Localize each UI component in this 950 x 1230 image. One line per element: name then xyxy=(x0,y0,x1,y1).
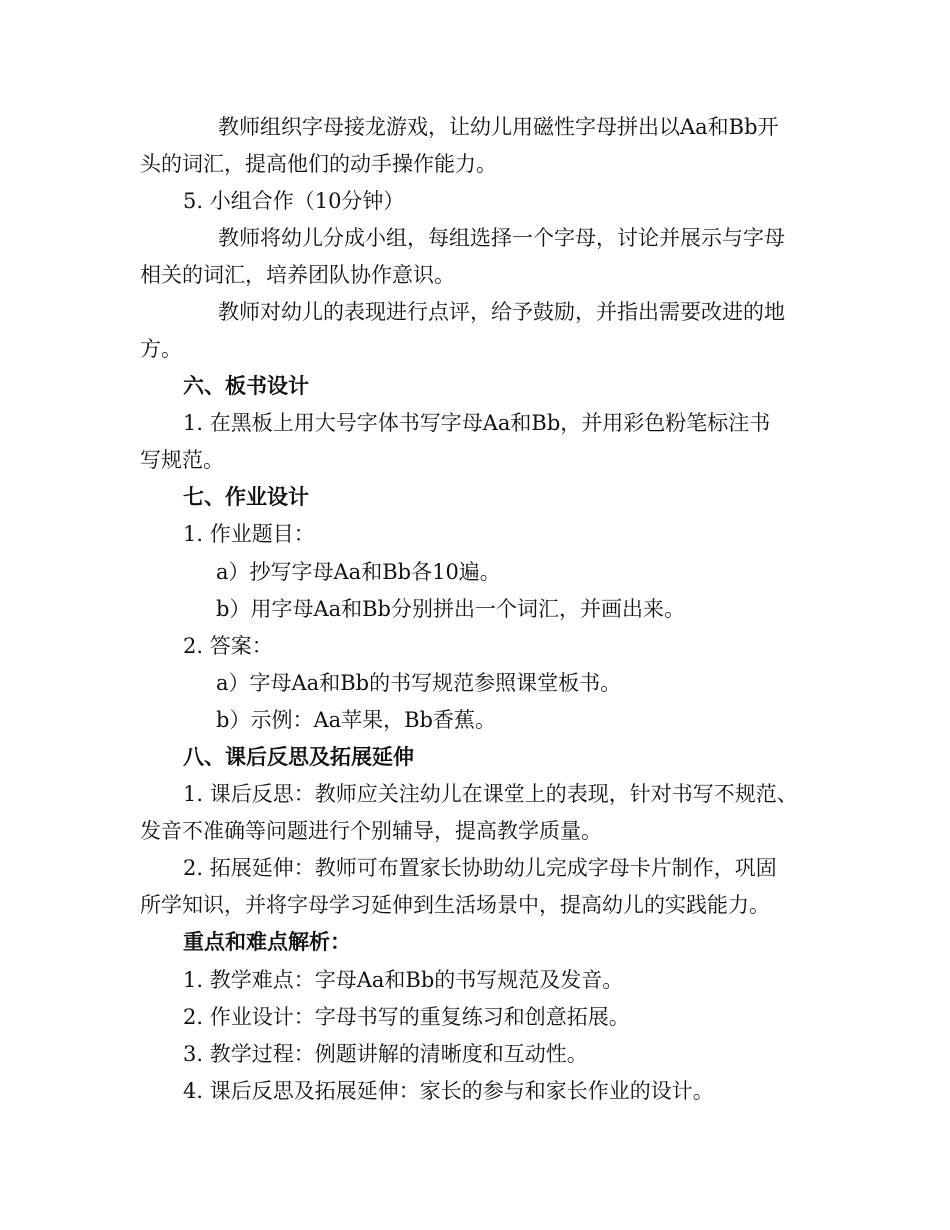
numbered-item: 5. 小组合作（10分钟） xyxy=(183,189,405,213)
numbered-item: 1. 作业题目： xyxy=(183,522,315,546)
numbered-item: 1. 教学难点：字母Aa和Bb的书写规范及发音。 xyxy=(183,968,624,992)
paragraph-line: 方。 xyxy=(140,337,182,361)
paragraph-line: 教师将幼儿分成小组，每组选择一个字母，讨论并展示与字母 xyxy=(218,226,785,250)
numbered-item: 4. 课后反思及拓展延伸：家长的参与和家长作业的设计。 xyxy=(183,1079,714,1103)
section-heading: 八、课后反思及拓展延伸 xyxy=(183,744,414,769)
section-heading: 重点和难点解析： xyxy=(183,929,351,954)
numbered-item: 2. 拓展延伸：教师可布置家长协助幼儿完成字母卡片制作，巩固 xyxy=(183,856,777,880)
numbered-item: 1. 在黑板上用大号字体书写字母Aa和Bb，并用彩色粉笔标注书 xyxy=(183,411,771,435)
section-heading: 六、板书设计 xyxy=(183,373,309,398)
paragraph-line: 所学知识，并将字母学习延伸到生活场景中，提高幼儿的实践能力。 xyxy=(140,893,770,917)
paragraph-line: 相关的词汇，培养团队协作意识。 xyxy=(140,263,455,287)
numbered-item: 2. 答案： xyxy=(183,634,273,658)
paragraph-line: 头的词汇，提高他们的动手操作能力。 xyxy=(140,152,497,176)
numbered-item: 3. 教学过程：例题讲解的清晰度和互动性。 xyxy=(183,1042,588,1066)
section-heading: 七、作业设计 xyxy=(183,484,309,509)
numbered-item: 2. 作业设计：字母书写的重复练习和创意拓展。 xyxy=(183,1005,630,1029)
paragraph-line: 教师对幼儿的表现进行点评，给予鼓励，并指出需要改进的地 xyxy=(218,300,785,324)
numbered-item: 1. 课后反思：教师应关注幼儿在课堂上的表现，针对书写不规范、 xyxy=(183,782,798,806)
sub-item: b）用字母Aa和Bb分别拼出一个词汇，并画出来。 xyxy=(216,597,686,621)
sub-item: a）抄写字母Aa和Bb各10遍。 xyxy=(216,560,501,584)
paragraph-line: 教师组织字母接龙游戏，让幼儿用磁性字母拼出以Aa和Bb开 xyxy=(218,115,779,139)
sub-item: b）示例：Aa苹果，Bb香蕉。 xyxy=(216,708,497,732)
sub-item: a）字母Aa和Bb的书写规范参照课堂板书。 xyxy=(216,671,622,695)
paragraph-line: 发音不准确等问题进行个别辅导，提高教学质量。 xyxy=(140,819,602,843)
paragraph-line: 写规范。 xyxy=(140,448,224,472)
